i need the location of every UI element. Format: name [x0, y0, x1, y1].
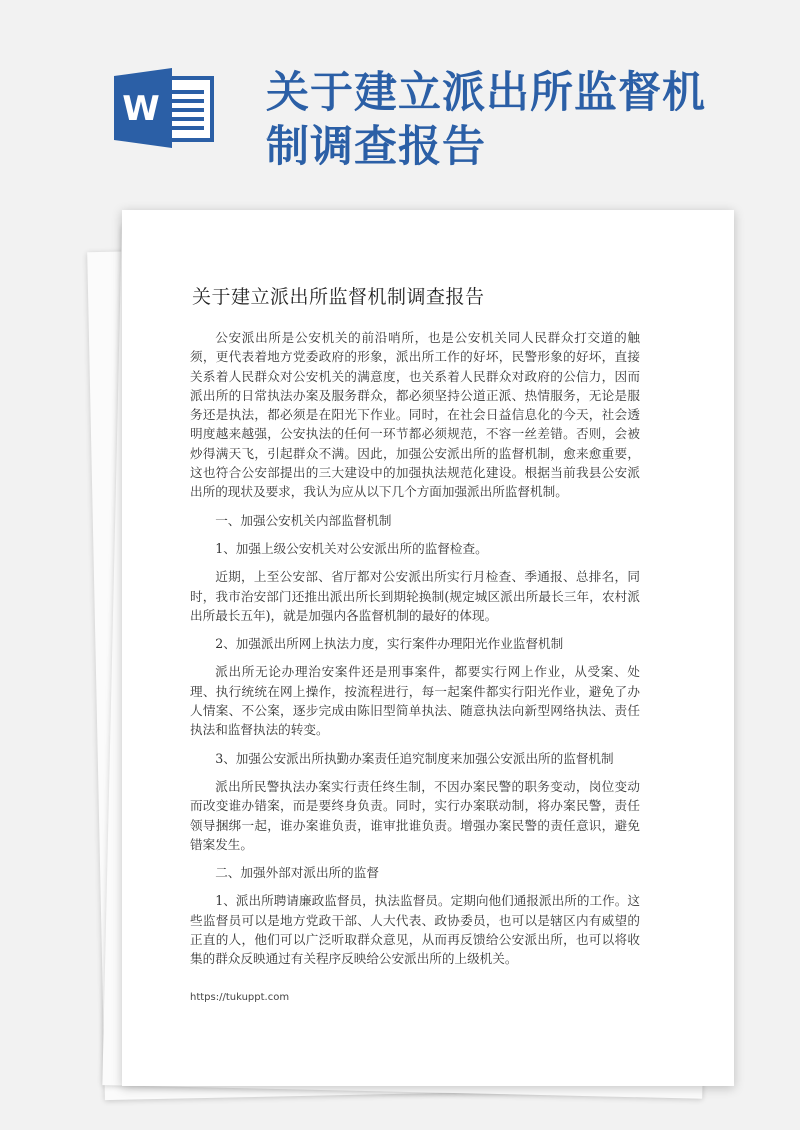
paragraph-2-1: 1、派出所聘请廉政监督员，执法监督员。定期向他们通报派出所的工作。这些监督员可以是地方党政干部、人大代表、政协委员，也可以是辖区内有威望的正直的人，他们可以广泛听取群众意见，从而再反馈给公安派出所，也可以将收集的群众反映通过有关程序反映给公安派出所的上级机关。	[190, 893, 640, 967]
word-icon	[112, 68, 216, 148]
paragraph-1-3: 派出所民警执法办案实行责任终生制，不因办案民警的职务变动，岗位变动而改变谁办错案，而是要终身负责。同时，实行办案联动制，将办案民警，责任领导捆绑一起，谁办案谁负责，谁审批谁负责。增强办案民警的责任意识，避免错案发生。	[190, 778, 640, 852]
section-heading-2: 二、加强外部对派出所的监督	[215, 865, 379, 881]
document-title: 关于建立派出所监督机制调查报告	[192, 286, 485, 308]
section-heading-1: 一、加强公安机关内部监督机制	[215, 512, 392, 528]
subheading-1-3: 3、加强公安派出所执勤办案责任追究制度来加强公安派出所的监督机制	[215, 750, 614, 766]
subheading-1-2: 2、加强派出所网上执法力度，实行案件办理阳光作业监督机制	[215, 636, 564, 652]
document-page	[122, 210, 734, 1086]
subheading-1-1: 1、加强上级公安机关对公安派出所的监督检查。	[215, 540, 488, 556]
paragraph-intro: 公安派出所是公安机关的前沿哨所，也是公安机关同人民群众打交道的触须，更代表着地方党委政府的形象，派出所工作的好坏，民警形象的好坏，直接关系着人民群众对公安机关的满意度，也关系着人民群众对政府的公信力，因而派出所的日常执法办案及服务群众，都必须坚持公道正派、热情服务，无论是服务还是执法，都必须是在阳光下作业。同时，在社会日益信息化的今天，社会透明度越来越强，公安执法的任何一环节都必须规范，不容一丝差错。否则，会被炒得满天飞，引起群众不满。因此，加强公安派出所的监督机制，愈来愈重要，这也符合公安部提出的三大建设中的加强执法规范化建设。根据当前我县公安派出所的现状及要求，我认为应从以下几个方面加强派出所监督机制。	[190, 330, 640, 500]
paragraph-1-1: 近期，上至公安部、省厅都对公安派出所实行月检查、季通报、总排名，同时，我市治安部门还推出派出所长到期轮换制(规定城区派出所最长三年，农村派出所最长五年)，就是加强内各监督机制的最好的体现。	[190, 569, 640, 623]
footer-url: https://tukuppt.com	[190, 992, 290, 1003]
document-body	[190, 328, 640, 978]
header-title: 关于建立派出所监督机制调查报告	[266, 68, 706, 172]
paragraph-1-2: 派出所无论办理治安案件还是刑事案件，都要实行网上作业，从受案、处理、执行统统在网上操作，按流程进行，每一起案件都实行阳光作业，避免了办人情案、不公案，逐步完成由陈旧型简单执法、随意执法向新型网络执法、责任执法和监督执法的转变。	[190, 664, 640, 738]
word-logo-letter: W	[122, 89, 160, 129]
